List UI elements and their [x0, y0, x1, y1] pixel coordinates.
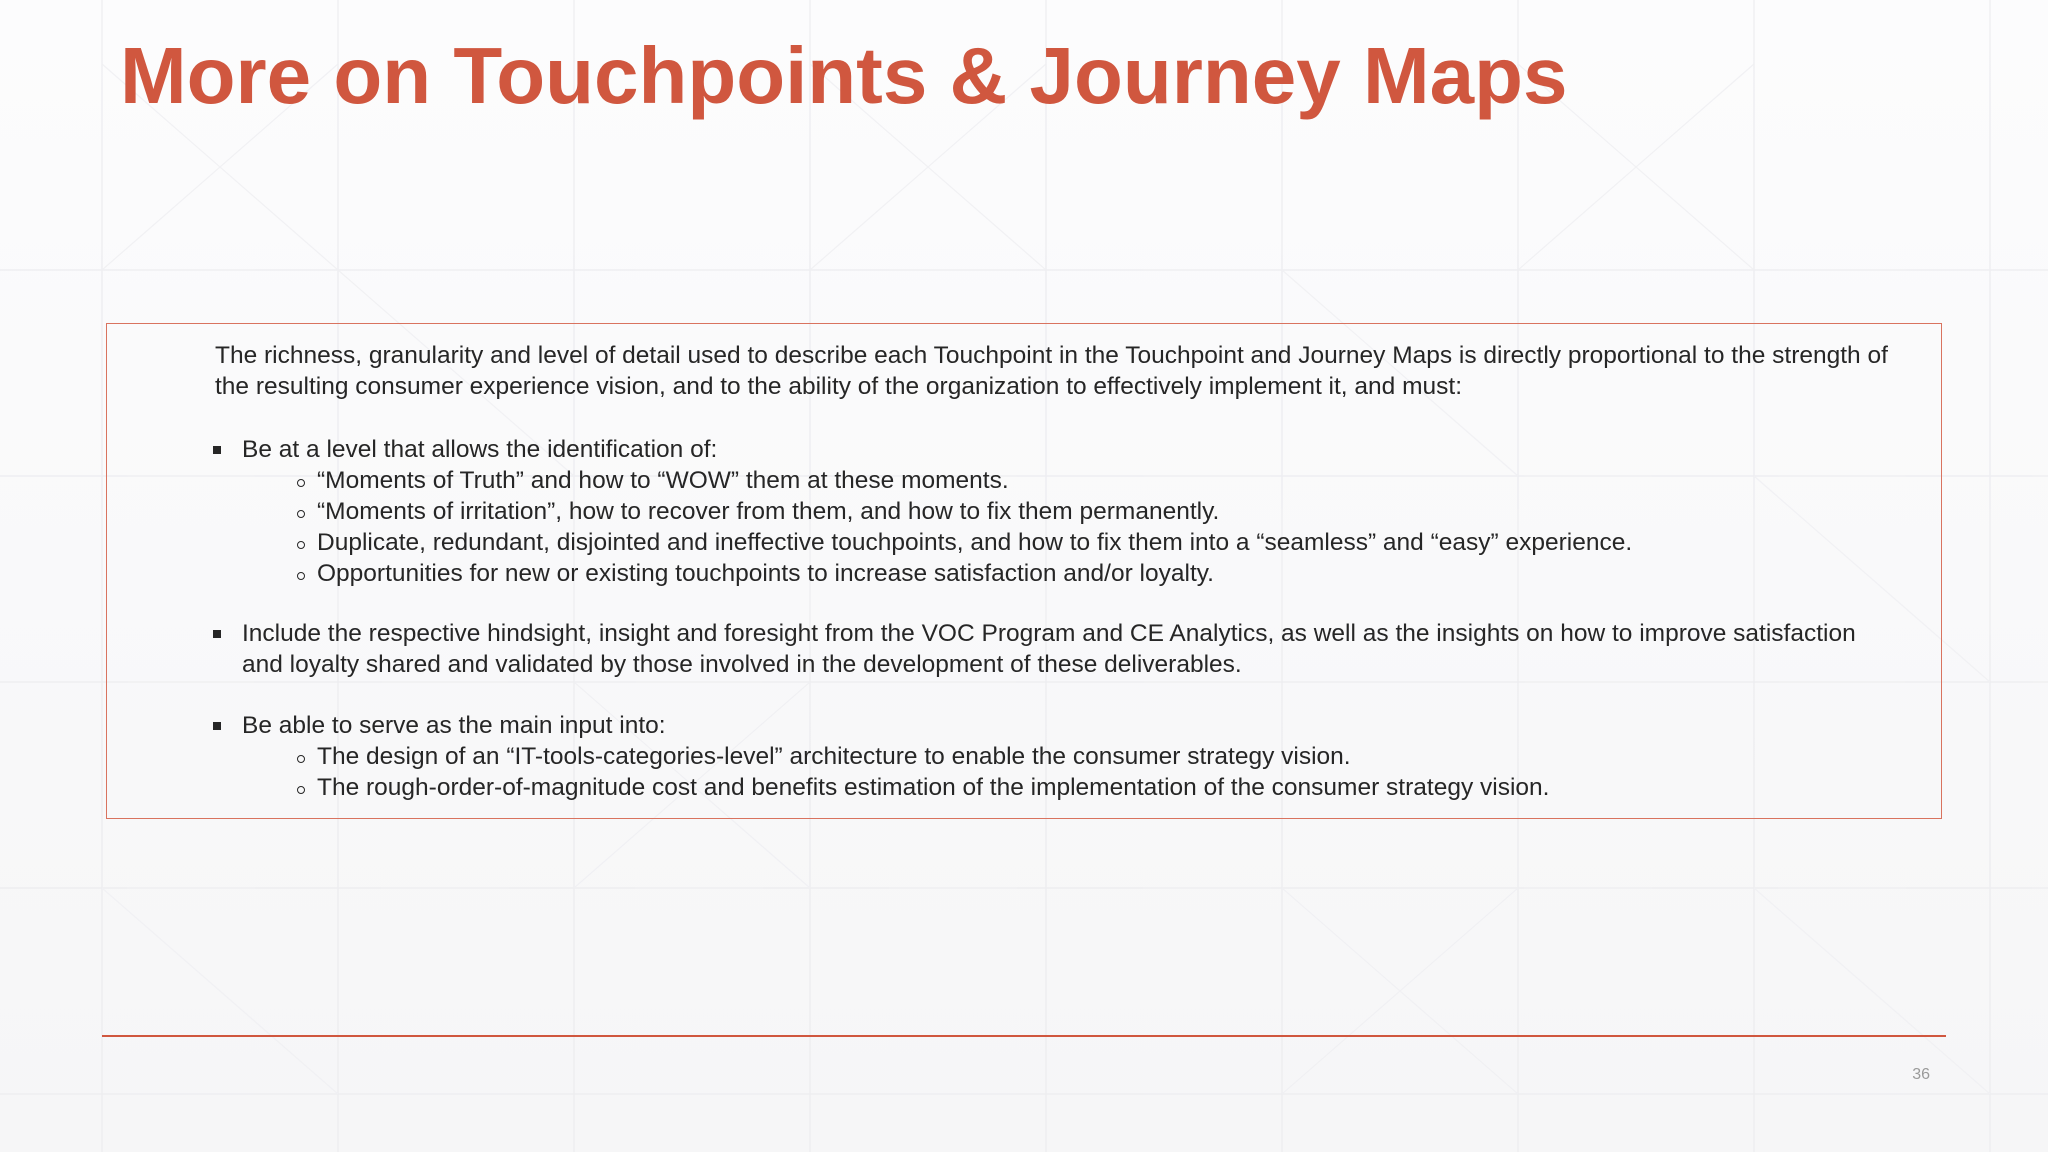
- square-bullet-icon: [213, 630, 221, 638]
- sub-list: [213, 465, 1913, 589]
- intro-paragraph: The richness, granularity and level of detail used to describe each Touchpoint in the Touchpoint and Journey Maps is directly proportional to the strength of the resulting consumer experience vision, and to the ability of the organization to effectively implement it, and must:: [215, 342, 1888, 400]
- footer-divider: [102, 1035, 1946, 1037]
- sub-item-text: The design of an “IT-tools-categories-level” architecture to enable the consumer strategy vision.: [317, 743, 1351, 770]
- sub-list-item: [213, 465, 1913, 496]
- sub-list-item: [213, 741, 1913, 772]
- bullet-item: [213, 434, 1913, 589]
- sub-list-item: [213, 772, 1913, 803]
- circle-bullet-icon: [297, 510, 305, 518]
- sub-item-text: Duplicate, redundant, disjointed and ineffective touchpoints, and how to fix them into a “seamless” and “easy” experience.: [317, 529, 1633, 556]
- sub-item-text: The rough-order-of-magnitude cost and benefits estimation of the implementation of the consumer strategy vision.: [317, 774, 1550, 801]
- sub-list-item: [213, 558, 1913, 589]
- circle-bullet-icon: [297, 755, 305, 763]
- circle-bullet-icon: [297, 786, 305, 794]
- slide-title: More on Touchpoints & Journey Maps: [120, 31, 1568, 120]
- sub-list-item: [213, 496, 1913, 527]
- bullet-item: [213, 618, 1873, 680]
- content-box: [106, 323, 1942, 819]
- sub-list-item: [213, 527, 1913, 558]
- square-bullet-icon: [213, 722, 221, 730]
- page-number: 36: [1912, 1066, 1930, 1083]
- bullet-text: Include the respective hindsight, insight and foresight from the VOC Program and CE Analytics, as well as the insights on how to improve satisfaction and loyalty shared and validated by those involved in the development of these deliverables.: [242, 620, 1856, 678]
- bullet-item: [213, 710, 1913, 803]
- bullet-text: Be at a level that allows the identification of:: [242, 436, 718, 463]
- bullet-text: Be able to serve as the main input into:: [242, 712, 666, 739]
- sub-list: [213, 741, 1913, 803]
- sub-item-text: “Moments of irritation”, how to recover from them, and how to fix them permanently.: [317, 498, 1220, 525]
- circle-bullet-icon: [297, 479, 305, 487]
- square-bullet-icon: [213, 446, 221, 454]
- sub-item-text: Opportunities for new or existing touchpoints to increase satisfaction and/or loyalty.: [317, 560, 1214, 587]
- circle-bullet-icon: [297, 572, 305, 580]
- circle-bullet-icon: [297, 541, 305, 549]
- sub-item-text: “Moments of Truth” and how to “WOW” them at these moments.: [317, 467, 1009, 494]
